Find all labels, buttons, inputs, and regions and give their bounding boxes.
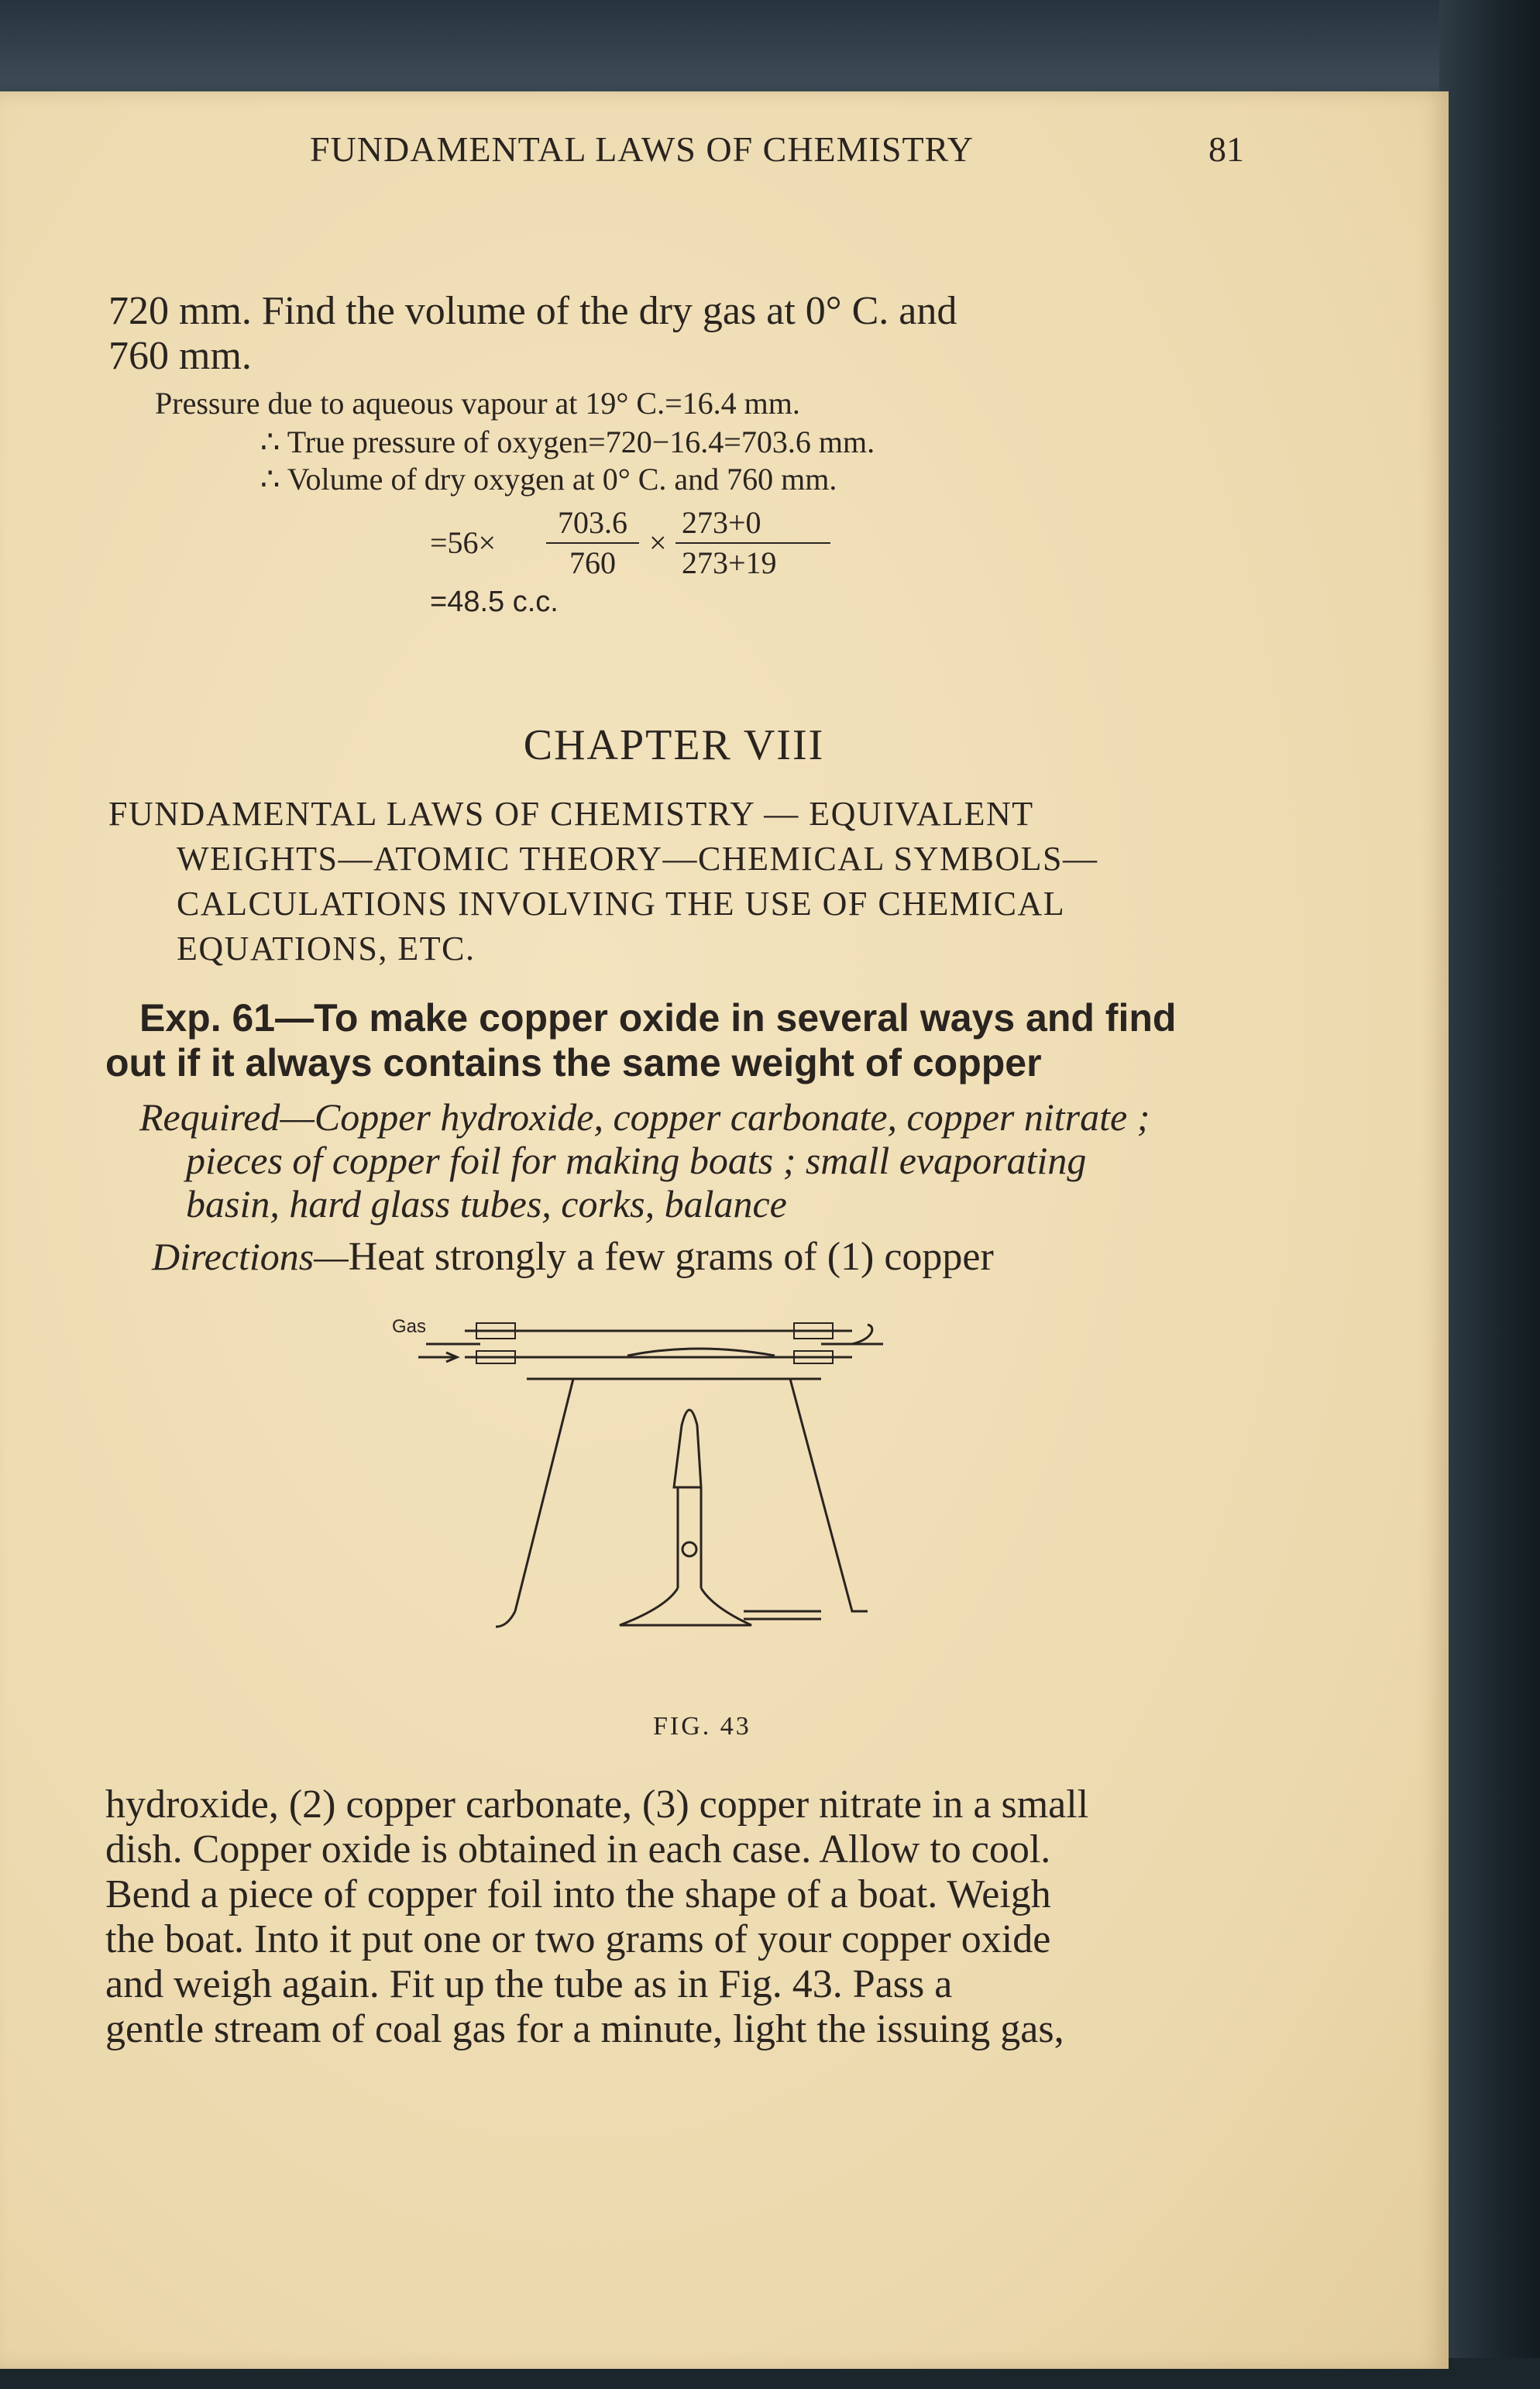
solution-volume: ∴ Volume of dry oxygen at 0° C. and 760 mm.	[260, 462, 837, 497]
body-line-4: the boat. Into it put one or two grams of your copper oxide	[105, 1917, 1051, 1961]
solution-true-pressure: ∴ True pressure of oxygen=720−16.4=703.6 mm.	[260, 425, 875, 459]
burner-flame	[674, 1410, 701, 1487]
required-line-1: Copper hydroxide, copper carbonate, copper nitrate ;	[314, 1095, 1150, 1139]
directions-label: Directions—	[152, 1235, 349, 1278]
page-number: 81	[1208, 129, 1244, 169]
chapter-subtitle-line-2: WEIGHTS—ATOMIC THEORY—CHEMICAL SYMBOLS—	[177, 840, 1098, 878]
chapter-subtitle-line-1: FUNDAMENTAL LAWS OF CHEMISTRY — EQUIVALENT	[108, 795, 1034, 833]
required-line-3: basin, hard glass tubes, corks, balance	[186, 1182, 787, 1225]
fraction-1-denominator: 760	[569, 545, 616, 580]
experiment-title-line-2: out if it always contains the same weight of copper	[105, 1041, 1042, 1085]
formula-prefix: =56×	[430, 525, 497, 560]
problem-line-2: 760 mm.	[108, 334, 252, 378]
required-line-2: pieces of copper foil for making boats ; small evaporating	[186, 1139, 1087, 1182]
required-text	[139, 1094, 1150, 1140]
figure-caption: FIG. 43	[653, 1712, 751, 1741]
required-label: Required—	[139, 1095, 315, 1139]
copper-boat	[627, 1349, 775, 1356]
air-hole	[682, 1542, 696, 1556]
book-cover-edge	[1439, 0, 1540, 2389]
gas-arrow	[418, 1353, 457, 1362]
body-line-6: gentle stream of coal gas for a minute, light the issuing gas,	[105, 2007, 1064, 2051]
running-header: FUNDAMENTAL LAWS OF CHEMISTRY	[310, 129, 974, 169]
gas-label: Gas	[392, 1316, 427, 1337]
chapter-title: CHAPTER VIII	[523, 721, 825, 769]
fraction-1-numerator: 703.6	[558, 505, 627, 540]
experiment-title-line-1: Exp. 61—To make copper oxide in several ways and find	[139, 996, 1177, 1040]
exit-jet	[852, 1325, 872, 1344]
directions-start: Heat strongly a few grams of (1) copper	[348, 1235, 994, 1279]
body-line-2: dish. Copper oxide is obtained in each case. Allow to cool.	[105, 1827, 1051, 1872]
chapter-subtitle-line-3: CALCULATIONS INVOLVING THE USE OF CHEMICAL	[177, 885, 1066, 923]
figure-43-apparatus	[387, 1301, 992, 1704]
burner-base	[620, 1588, 751, 1625]
solution-result: =48.5 c.c.	[430, 586, 559, 618]
directions-text	[152, 1233, 994, 1280]
times-sign: ×	[649, 525, 667, 560]
body-line-3: Bend a piece of copper foil into the shape of a boat. Weigh	[105, 1872, 1051, 1916]
tripod-leg-right	[790, 1379, 868, 1611]
chapter-subtitle-line-4: EQUATIONS, ETC.	[177, 930, 476, 968]
body-line-5: and weigh again. Fit up the tube as in Fig. 43. Pass a	[105, 1962, 953, 2006]
solution-pressure: Pressure due to aqueous vapour at 19° C.=16.4 mm.	[155, 386, 800, 421]
body-line-1: hydroxide, (2) copper carbonate, (3) copper nitrate in a small	[105, 1782, 1089, 1827]
problem-line-1: 720 mm. Find the volume of the dry gas at 0° C. and	[108, 289, 957, 333]
fraction-2-numerator: 273+0	[682, 505, 761, 540]
fraction-2-denominator: 273+19	[682, 545, 777, 580]
tripod-leg-left	[515, 1379, 573, 1611]
